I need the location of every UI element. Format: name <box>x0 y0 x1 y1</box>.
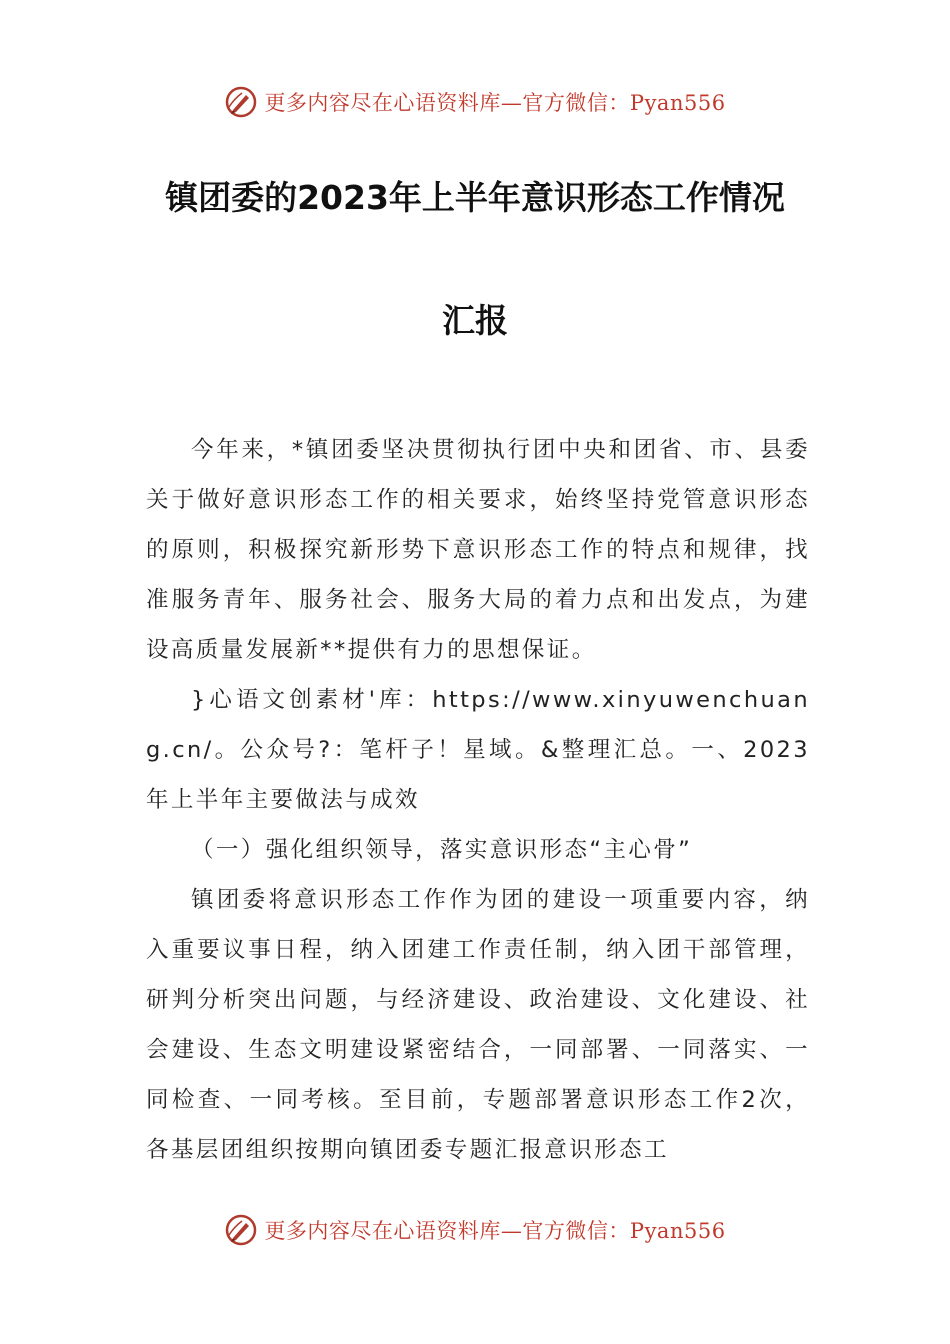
paragraph-source: }心语文创素材'库：https://www.xinyuwenchuang.cn/。公众号?：笔杆子！星域。&整理汇总。一、2023年上半年主要做法与成效 <box>146 687 810 813</box>
document-title-line1: 镇团委的2023年上半年意识形态工作情况 <box>165 178 785 217</box>
paragraph-intro: 今年来，*镇团委坚决贯彻执行团中央和团省、市、县委关于做好意识形态工作的相关要求，始终坚持党管意识形态的原则，积极探究新形势下意识形态工作的特点和规律，找准服务青年、服务社会、服务大局的着力点和出发点，为建设高质量发展新**提供有力的思想保证。 <box>146 437 810 663</box>
pen-circle-icon <box>224 85 258 119</box>
document-title-line2: 汇报 <box>442 301 508 340</box>
footer-banner <box>0 1210 950 1250</box>
header-banner <box>0 82 950 122</box>
section-heading: （一）强化组织领导，落实意识形态“主心骨” <box>191 837 693 863</box>
banner-text: 更多内容尽在心语资料库—官方微信：Pyan556 <box>264 1219 726 1243</box>
paragraph-body: 镇团委将意识形态工作作为团的建设一项重要内容，纳入重要议事日程，纳入团建工作责任制，纳入团干部管理，研判分析突出问题，与经济建设、政治建设、文化建设、社会建设、生态文明建设紧密结合，一同部署、一同落实、一同检查、一同考核。至目前，专题部署意识形态工作2次，各基层团组织按期向镇团委专题汇报意识形态工 <box>146 887 810 1163</box>
document-body <box>146 425 810 1175</box>
banner-text: 更多内容尽在心语资料库—官方微信：Pyan556 <box>264 91 726 115</box>
pen-circle-icon <box>224 1213 258 1247</box>
